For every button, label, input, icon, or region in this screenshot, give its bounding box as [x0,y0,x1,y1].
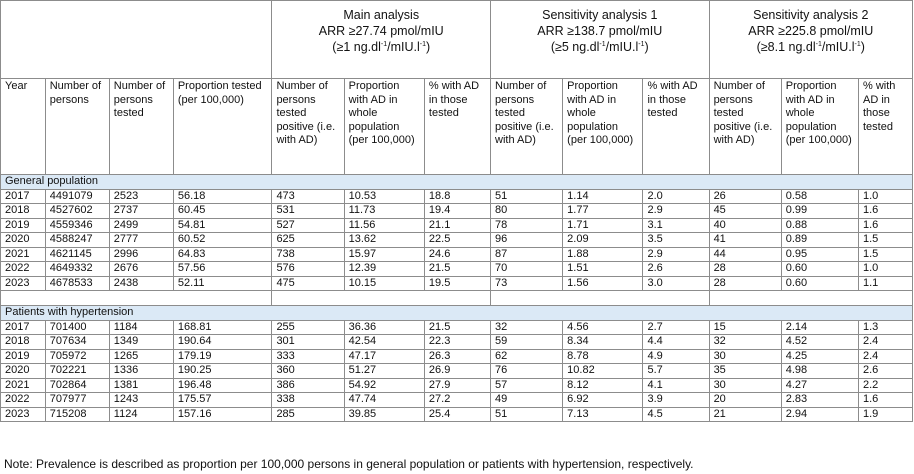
cell-number-tested: 1381 [109,378,173,393]
cell-s1-proportion-ad: 10.82 [563,364,643,379]
cell-main-pct-ad: 26.9 [424,364,490,379]
cell-main-proportion-ad: 10.15 [344,276,424,291]
cell-s1-proportion-ad: 1.51 [563,262,643,277]
cell-year: 2019 [1,218,46,233]
group-sensitivity-2 [709,1,912,79]
cell-s1-positive: 70 [491,262,563,277]
cell-s2-proportion-ad: 0.95 [781,247,858,262]
cell-s1-positive: 49 [491,393,563,408]
table-row [1,407,913,422]
cell-s1-positive: 62 [491,349,563,364]
cell-s1-pct-ad: 4.1 [643,378,709,393]
col-header-pct-ad: % with AD in those tested [424,79,490,175]
group-threshold: ARR ≥138.7 pmol/mIU [537,24,663,38]
cell-s2-positive: 30 [709,349,781,364]
cell-s1-positive: 57 [491,378,563,393]
cell-year: 2018 [1,335,46,350]
cell-number-tested: 1336 [109,364,173,379]
cell-s2-pct-ad: 1.0 [859,262,913,277]
cell-s2-proportion-ad: 0.99 [781,204,858,219]
col-header-proportion-ad: Proportion with AD in whole population (per 100,000) [563,79,643,175]
cell-s1-proportion-ad: 1.71 [563,218,643,233]
cell-main-pct-ad: 21.5 [424,262,490,277]
cell-s1-positive: 32 [491,320,563,335]
cell-proportion-tested: 54.81 [173,218,272,233]
cell-s1-pct-ad: 5.7 [643,364,709,379]
cell-main-pct-ad: 19.4 [424,204,490,219]
group-threshold: ARR ≥27.74 pmol/mIU [318,24,444,38]
cell-main-positive: 527 [272,218,344,233]
cell-s2-pct-ad: 2.4 [859,335,913,350]
group-unit: (≥5 $ng.dl^{-1}/mIU.l^{-1}$) [550,40,649,54]
cell-proportion-tested: 179.19 [173,349,272,364]
group-unit: (≥8.1 $ng.dl^{-1}/mIU.l^{-1}$) [756,40,865,54]
cell-number-persons: 4621145 [45,247,109,262]
cell-s1-pct-ad: 2.0 [643,189,709,204]
spacer-row [1,291,913,306]
cell-s2-proportion-ad: 4.25 [781,349,858,364]
cell-main-proportion-ad: 15.97 [344,247,424,262]
cell-main-pct-ad: 25.4 [424,407,490,422]
col-header-positive: Number of persons tested positive (i.e. with AD) [491,79,563,175]
cell-year: 2023 [1,276,46,291]
cell-main-proportion-ad: 12.39 [344,262,424,277]
cell-main-positive: 738 [272,247,344,262]
cell-main-positive: 255 [272,320,344,335]
cell-year: 2017 [1,320,46,335]
cell-year: 2018 [1,204,46,219]
col-header-proportion-tested: Proportion tested (per 100,000) [173,79,272,175]
cell-s1-positive: 78 [491,218,563,233]
cell-main-proportion-ad: 36.36 [344,320,424,335]
cell-main-proportion-ad: 11.73 [344,204,424,219]
cell-s1-pct-ad: 4.9 [643,349,709,364]
cell-s2-proportion-ad: 2.94 [781,407,858,422]
col-header-positive: Number of persons tested positive (i.e. with AD) [709,79,781,175]
cell-number-tested: 2737 [109,204,173,219]
cell-s2-proportion-ad: 0.60 [781,262,858,277]
cell-number-tested: 2438 [109,276,173,291]
cell-year: 2019 [1,349,46,364]
cell-main-proportion-ad: 42.54 [344,335,424,350]
spacer-cell [1,291,272,306]
cell-s2-pct-ad: 2.4 [859,349,913,364]
cell-s1-pct-ad: 3.5 [643,233,709,248]
cell-s2-proportion-ad: 2.83 [781,393,858,408]
cell-main-positive: 531 [272,204,344,219]
cell-number-persons: 715208 [45,407,109,422]
cell-s2-pct-ad: 2.6 [859,364,913,379]
cell-s1-proportion-ad: 8.34 [563,335,643,350]
cell-main-pct-ad: 19.5 [424,276,490,291]
cell-main-proportion-ad: 10.53 [344,189,424,204]
cell-s1-pct-ad: 3.1 [643,218,709,233]
cell-s1-proportion-ad: 6.92 [563,393,643,408]
cell-main-positive: 333 [272,349,344,364]
col-header-positive: Number of persons tested positive (i.e. with AD) [272,79,344,175]
table-row [1,349,913,364]
group-main-analysis [272,1,491,79]
cell-s1-positive: 59 [491,335,563,350]
cell-s1-positive: 87 [491,247,563,262]
cell-main-pct-ad: 27.2 [424,393,490,408]
cell-s2-positive: 35 [709,364,781,379]
cell-number-persons: 701400 [45,320,109,335]
table-row [1,218,913,233]
cell-s2-pct-ad: 1.0 [859,189,913,204]
cell-number-tested: 2777 [109,233,173,248]
cell-main-positive: 301 [272,335,344,350]
col-header-year: Year [1,79,46,175]
cell-s2-positive: 21 [709,407,781,422]
cell-year: 2023 [1,407,46,422]
empty-header-cell [1,1,272,79]
cell-proportion-tested: 60.45 [173,204,272,219]
cell-proportion-tested: 60.52 [173,233,272,248]
cell-main-positive: 338 [272,393,344,408]
cell-main-proportion-ad: 13.62 [344,233,424,248]
cell-s1-pct-ad: 4.4 [643,335,709,350]
cell-number-tested: 1265 [109,349,173,364]
cell-s2-positive: 45 [709,204,781,219]
cell-proportion-tested: 64.83 [173,247,272,262]
cell-s2-proportion-ad: 4.27 [781,378,858,393]
cell-year: 2020 [1,233,46,248]
cell-main-proportion-ad: 11.56 [344,218,424,233]
cell-s2-proportion-ad: 2.14 [781,320,858,335]
cell-number-persons: 4678533 [45,276,109,291]
group-header-row [1,1,913,79]
cell-main-proportion-ad: 54.92 [344,378,424,393]
cell-main-positive: 285 [272,407,344,422]
cell-proportion-tested: 168.81 [173,320,272,335]
cell-s2-positive: 28 [709,276,781,291]
cell-main-pct-ad: 22.5 [424,233,490,248]
section-row [1,175,913,190]
cell-main-proportion-ad: 39.85 [344,407,424,422]
table-row [1,335,913,350]
cell-proportion-tested: 157.16 [173,407,272,422]
cell-s2-positive: 15 [709,320,781,335]
cell-number-persons: 707634 [45,335,109,350]
cell-s2-pct-ad: 1.6 [859,393,913,408]
col-header-number-persons: Number of persons [45,79,109,175]
cell-s1-pct-ad: 2.9 [643,204,709,219]
cell-s2-pct-ad: 1.3 [859,320,913,335]
table-row [1,204,913,219]
cell-proportion-tested: 175.57 [173,393,272,408]
cell-s2-positive: 20 [709,393,781,408]
cell-s2-proportion-ad: 4.98 [781,364,858,379]
cell-number-persons: 707977 [45,393,109,408]
cell-s2-positive: 32 [709,335,781,350]
col-header-pct-ad: % with AD in those tested [643,79,709,175]
cell-number-tested: 2996 [109,247,173,262]
cell-main-pct-ad: 21.1 [424,218,490,233]
cell-s1-positive: 80 [491,204,563,219]
table-row [1,262,913,277]
section-row [1,306,913,321]
cell-s1-pct-ad: 3.0 [643,276,709,291]
cell-proportion-tested: 57.56 [173,262,272,277]
group-title: Main analysis [343,8,420,22]
cell-s2-pct-ad: 1.6 [859,204,913,219]
cell-s1-positive: 76 [491,364,563,379]
cell-number-persons: 705972 [45,349,109,364]
cell-proportion-tested: 52.11 [173,276,272,291]
table-note: Note: Prevalence is described as proportion per 100,000 persons in general population or patients with hypertension, respectively. [4,457,694,471]
cell-number-persons: 4491079 [45,189,109,204]
group-title: Sensitivity analysis 2 [753,8,869,22]
cell-main-pct-ad: 22.3 [424,335,490,350]
cell-main-pct-ad: 24.6 [424,247,490,262]
cell-s1-pct-ad: 2.7 [643,320,709,335]
cell-number-persons: 4527602 [45,204,109,219]
cell-main-pct-ad: 26.3 [424,349,490,364]
cell-s1-positive: 51 [491,189,563,204]
table-row [1,233,913,248]
cell-s1-pct-ad: 2.6 [643,262,709,277]
cell-s2-proportion-ad: 0.58 [781,189,858,204]
cell-s1-positive: 51 [491,407,563,422]
cell-year: 2021 [1,247,46,262]
cell-s2-pct-ad: 1.9 [859,407,913,422]
table-row [1,378,913,393]
cell-s2-positive: 28 [709,262,781,277]
cell-main-proportion-ad: 47.74 [344,393,424,408]
spacer-cell [709,291,912,306]
cell-main-positive: 475 [272,276,344,291]
table-row [1,393,913,408]
cell-number-persons: 4649332 [45,262,109,277]
cell-s2-pct-ad: 1.1 [859,276,913,291]
table-row [1,189,913,204]
cell-main-positive: 386 [272,378,344,393]
col-header-proportion-ad: Proportion with AD in whole population (per 100,000) [344,79,424,175]
cell-number-tested: 1349 [109,335,173,350]
cell-s2-proportion-ad: 4.52 [781,335,858,350]
table-row [1,276,913,291]
cell-s1-proportion-ad: 4.56 [563,320,643,335]
cell-s1-positive: 73 [491,276,563,291]
cell-main-positive: 576 [272,262,344,277]
cell-s2-positive: 44 [709,247,781,262]
group-unit: (≥1 $ng.dl^{-1}/mIU.l^{-1}$) [332,40,431,54]
cell-s2-proportion-ad: 0.89 [781,233,858,248]
cell-main-positive: 360 [272,364,344,379]
cell-main-positive: 625 [272,233,344,248]
cell-main-positive: 473 [272,189,344,204]
cell-number-persons: 4588247 [45,233,109,248]
cell-s1-proportion-ad: 1.14 [563,189,643,204]
cell-number-persons: 702864 [45,378,109,393]
cell-s1-positive: 96 [491,233,563,248]
table-row [1,320,913,335]
cell-year: 2021 [1,378,46,393]
table-row [1,247,913,262]
cell-s2-pct-ad: 2.2 [859,378,913,393]
col-header-number-tested: Number of persons tested [109,79,173,175]
cell-proportion-tested: 190.64 [173,335,272,350]
cell-number-tested: 1243 [109,393,173,408]
group-threshold: ARR ≥225.8 pmol/mIU [748,24,874,38]
cell-number-tested: 2676 [109,262,173,277]
cell-s2-pct-ad: 1.6 [859,218,913,233]
cell-year: 2022 [1,262,46,277]
cell-number-tested: 2523 [109,189,173,204]
cell-main-proportion-ad: 47.17 [344,349,424,364]
cell-proportion-tested: 56.18 [173,189,272,204]
section-label: Patients with hypertension [1,306,913,321]
spacer-cell [272,291,491,306]
cell-s1-proportion-ad: 1.56 [563,276,643,291]
cell-number-tested: 1124 [109,407,173,422]
cell-number-persons: 702221 [45,364,109,379]
cell-main-pct-ad: 21.5 [424,320,490,335]
cell-number-persons: 4559346 [45,218,109,233]
cell-s2-pct-ad: 1.5 [859,247,913,262]
group-sensitivity-1 [491,1,710,79]
cell-s2-positive: 26 [709,189,781,204]
cell-s1-pct-ad: 4.5 [643,407,709,422]
cell-proportion-tested: 190.25 [173,364,272,379]
cell-main-pct-ad: 18.8 [424,189,490,204]
cell-year: 2022 [1,393,46,408]
table-row [1,364,913,379]
cell-proportion-tested: 196.48 [173,378,272,393]
cell-year: 2020 [1,364,46,379]
cell-s1-pct-ad: 3.9 [643,393,709,408]
cell-s2-pct-ad: 1.5 [859,233,913,248]
col-header-pct-ad: % with AD in those tested [859,79,913,175]
cell-s2-positive: 41 [709,233,781,248]
cell-number-tested: 1184 [109,320,173,335]
cell-year: 2017 [1,189,46,204]
spacer-cell [491,291,710,306]
col-header-proportion-ad: Proportion with AD in whole population (per 100,000) [781,79,858,175]
cell-s1-proportion-ad: 1.88 [563,247,643,262]
cell-s2-positive: 40 [709,218,781,233]
group-title: Sensitivity analysis 1 [542,8,658,22]
cell-s1-proportion-ad: 7.13 [563,407,643,422]
cell-number-tested: 2499 [109,218,173,233]
cell-s1-proportion-ad: 1.77 [563,204,643,219]
cell-s2-proportion-ad: 0.60 [781,276,858,291]
cell-main-proportion-ad: 51.27 [344,364,424,379]
section-label: General population [1,175,913,190]
cell-s2-proportion-ad: 0.88 [781,218,858,233]
cell-s1-proportion-ad: 8.78 [563,349,643,364]
cell-s1-proportion-ad: 2.09 [563,233,643,248]
cell-s2-positive: 30 [709,378,781,393]
column-header-row [1,79,913,175]
cell-s1-pct-ad: 2.9 [643,247,709,262]
cell-main-pct-ad: 27.9 [424,378,490,393]
cell-s1-proportion-ad: 8.12 [563,378,643,393]
